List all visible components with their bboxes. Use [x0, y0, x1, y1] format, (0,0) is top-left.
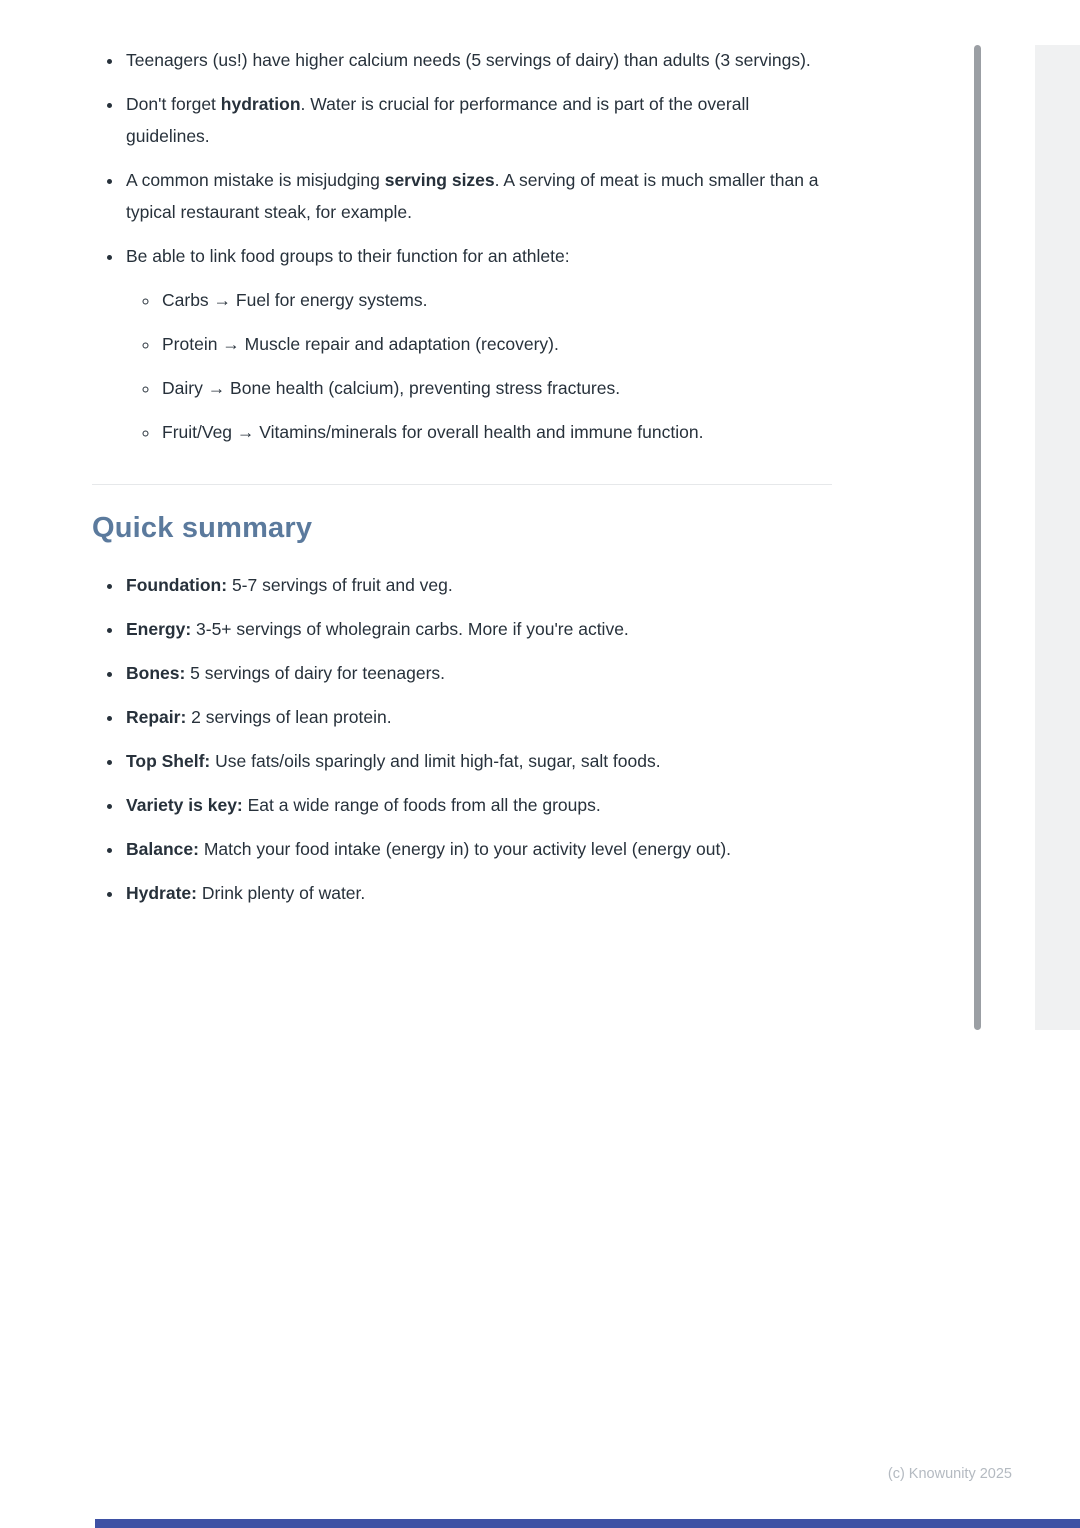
- summary-item-text: Eat a wide range of foods from all the groups.: [242, 795, 601, 815]
- summary-item: [124, 745, 832, 777]
- section-divider: [92, 484, 832, 485]
- list-item: [124, 164, 832, 228]
- summary-item-text: 2 servings of lean protein.: [186, 707, 392, 727]
- bottom-accent-bar: [95, 1519, 1080, 1528]
- text-segment: Don't forget: [126, 94, 221, 114]
- footer-copyright: (c) Knowunity 2025: [887, 1466, 1012, 1482]
- notes-list: [92, 44, 832, 448]
- summary-item: [124, 833, 832, 865]
- text-segment: A common mistake is misjudging: [126, 170, 385, 190]
- scrollbar-thumb[interactable]: [974, 45, 981, 1030]
- summary-item-text: Match your food intake (energy in) to your activity level (energy out).: [198, 839, 732, 859]
- summary-item-label: Balance:: [126, 839, 199, 859]
- bold-text: serving sizes: [384, 170, 495, 190]
- summary-item: [124, 569, 832, 601]
- summary-item-label: Bones:: [126, 663, 186, 683]
- summary-item-text: Use fats/oils sparingly and limit high-fat, sugar, salt foods.: [210, 751, 661, 771]
- summary-item-label: Foundation:: [126, 575, 228, 595]
- summary-item: [124, 613, 832, 645]
- document-content: [92, 44, 832, 921]
- sub-list: [126, 284, 832, 448]
- summary-item-text: 5 servings of dairy for teenagers.: [185, 663, 446, 683]
- summary-item: [124, 789, 832, 821]
- summary-item-label: Repair:: [126, 707, 187, 727]
- sub-list-item: ◦ Fruit/Veg → Vitamins/minerals for overall health and immune function.: [160, 416, 832, 448]
- section-heading: Quick summary: [92, 512, 313, 544]
- bold-text: hydration: [220, 94, 301, 114]
- summary-list: [92, 569, 832, 909]
- list-item: [124, 44, 832, 76]
- summary-item-label: Hydrate:: [126, 883, 197, 903]
- sub-list-item: ◦ Protein → Muscle repair and adaptation (recovery).: [160, 328, 832, 360]
- summary-item-text: 5-7 servings of fruit and veg.: [227, 575, 453, 595]
- text-segment: . A serving of meat is much smaller than a typical restaurant steak, for example.: [126, 170, 819, 222]
- summary-item: [124, 657, 832, 689]
- text-segment: . Water is crucial for performance and is part of the overall guidelines.: [126, 94, 750, 146]
- list-item: [124, 88, 832, 152]
- summary-item: [124, 701, 832, 733]
- page-edge: [1035, 45, 1080, 1030]
- summary-item: [124, 877, 832, 909]
- summary-item-text: Drink plenty of water.: [197, 883, 366, 903]
- summary-item-text: 3-5+ servings of wholegrain carbs. More if you're active.: [191, 619, 629, 639]
- list-item: [124, 240, 832, 448]
- sub-list-item: ◦ Carbs → Fuel for energy systems.: [160, 284, 832, 316]
- sub-list-item: ◦ Dairy → Bone health (calcium), preventing stress fractures.: [160, 372, 832, 404]
- text-segment: Be able to link food groups to their function for an athlete:: [126, 246, 570, 266]
- summary-item-label: Variety is key:: [126, 795, 243, 815]
- text-segment: Teenagers (us!) have higher calcium needs (5 servings of dairy) than adults (3 servings).: [126, 50, 811, 70]
- summary-item-label: Energy:: [126, 619, 192, 639]
- summary-item-label: Top Shelf:: [126, 751, 211, 771]
